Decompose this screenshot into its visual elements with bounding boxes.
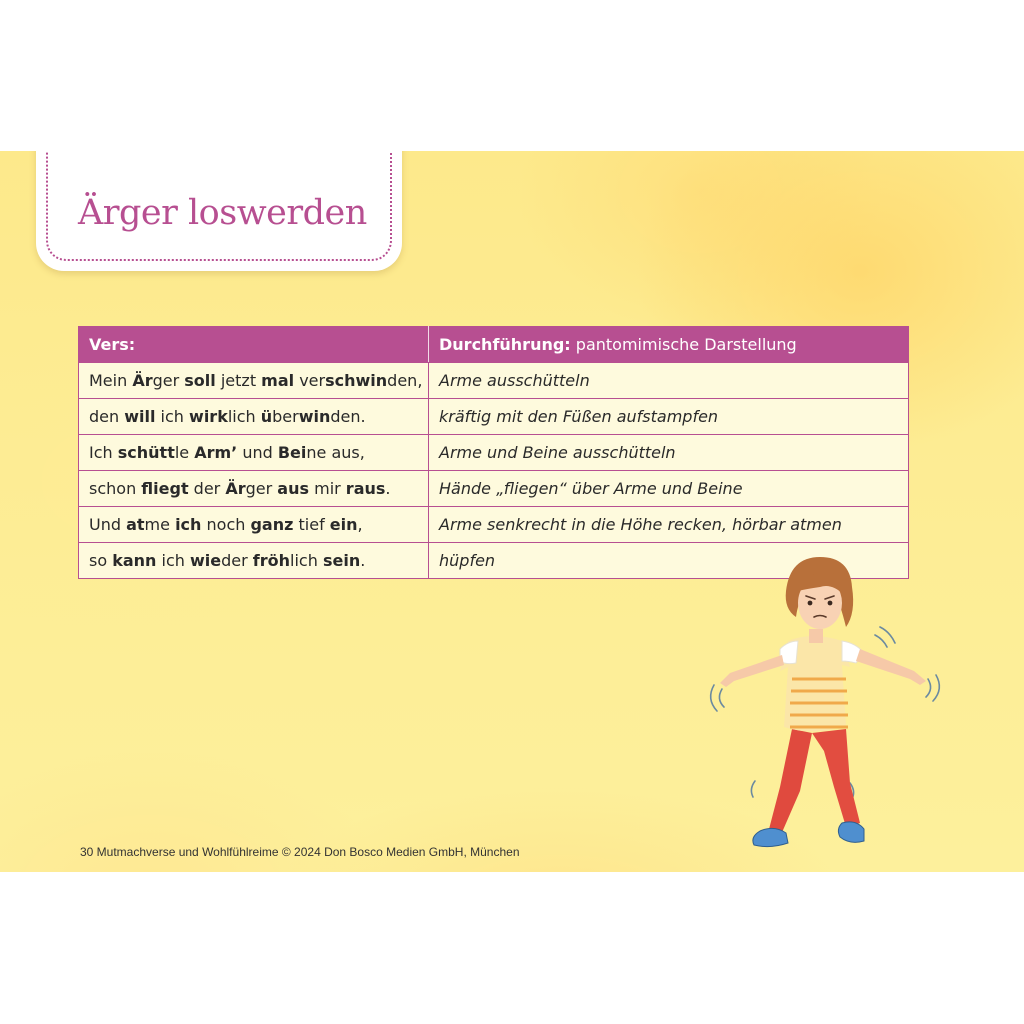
verse-cell [79, 507, 429, 543]
verse-text: den, [387, 371, 423, 390]
verse-text: und [237, 443, 278, 462]
table-row [79, 471, 909, 507]
stressed-syllable: mal [261, 371, 295, 390]
verse-text: le [174, 443, 195, 462]
verse-cell [79, 363, 429, 399]
right-shoe [838, 822, 864, 842]
table-body [79, 363, 909, 579]
neck [809, 629, 823, 643]
stressed-syllable: aus [277, 479, 310, 498]
stressed-syllable: soll [184, 371, 216, 390]
table-header-row [79, 327, 909, 363]
stressed-syllable: wie [190, 551, 222, 570]
verse-text: ich [155, 407, 190, 426]
verse-text: schon [89, 479, 142, 498]
action-cell: Arme senkrecht in die Höhe recken, hörbar atmen [429, 507, 909, 543]
action-cell: kräftig mit den Füßen aufstampfen [429, 399, 909, 435]
stressed-syllable: schütt [117, 443, 175, 462]
verse-text: lich [290, 551, 323, 570]
title-tab [36, 151, 402, 271]
stressed-syllable: ü [260, 407, 273, 426]
stressed-syllable: ich [175, 515, 202, 534]
stressed-syllable: sein [322, 551, 361, 570]
verse-text: tief [293, 515, 330, 534]
verse-table [78, 326, 909, 579]
stressed-syllable: ein [329, 515, 358, 534]
verse-text: Ich [89, 443, 118, 462]
stressed-syllable: fröh [252, 551, 291, 570]
verse-cell [79, 435, 429, 471]
stressed-syllable: Är [132, 371, 153, 390]
verse-text: so [89, 551, 113, 570]
header-action-label: Durchführung: [439, 335, 571, 354]
header-verse-label: Vers: [89, 335, 136, 354]
stressed-syllable: raus [345, 479, 386, 498]
stressed-syllable: will [124, 407, 156, 426]
girl-illustration [700, 551, 950, 861]
copyright-footer: 30 Mutmachverse und Wohlfühlreime © 2024 Don Bosco Medien GmbH, München [80, 845, 520, 859]
stressed-syllable: at [126, 515, 145, 534]
stressed-syllable: win [298, 407, 331, 426]
stressed-syllable: fliegt [141, 479, 189, 498]
action-cell: Arme ausschütteln [429, 363, 909, 399]
action-cell: Arme und Beine ausschütteln [429, 435, 909, 471]
left-shoe [753, 828, 788, 846]
verse-text: jetzt [215, 371, 262, 390]
right-arm [856, 649, 926, 685]
verse-text: der [188, 479, 226, 498]
verse-text: ber [272, 407, 299, 426]
table-row [79, 399, 909, 435]
header-action-description: pantomimische Darstellung [570, 335, 797, 354]
stressed-syllable: ganz [250, 515, 294, 534]
table-row [79, 435, 909, 471]
stressed-syllable: Bei [277, 443, 307, 462]
action-cell: hüpfen [429, 543, 909, 579]
verse-text: . [360, 551, 366, 570]
left-arm [720, 655, 784, 687]
verse-text: ich [156, 551, 190, 570]
action-cell: Hände „fliegen“ über Arme und Beine [429, 471, 909, 507]
page-title: Ärger loswerden [78, 193, 367, 233]
right-leg [812, 729, 860, 827]
verse-text: ne aus, [306, 443, 365, 462]
verse-text: den [89, 407, 125, 426]
verse-text: den. [330, 407, 366, 426]
table-row [79, 363, 909, 399]
header-verse [79, 327, 429, 363]
stressed-syllable: Arm’ [194, 443, 238, 462]
verse-text: me [144, 515, 176, 534]
verse-cell [79, 543, 429, 579]
left-leg [768, 729, 812, 837]
verse-text: ger [152, 371, 185, 390]
stressed-syllable: schwin [325, 371, 388, 390]
verse-text: Und [89, 515, 127, 534]
activity-card [0, 151, 1024, 872]
verse-text: Mein [89, 371, 133, 390]
verse-text: der [221, 551, 253, 570]
verse-text: noch [201, 515, 251, 534]
stressed-syllable: kann [112, 551, 157, 570]
verse-cell [79, 471, 429, 507]
verse-text: lich [227, 407, 261, 426]
verse-text: ver [294, 371, 326, 390]
stressed-syllable: wirk [189, 407, 228, 426]
table-row [79, 507, 909, 543]
verse-text: , [357, 515, 363, 534]
verse-text: ger [245, 479, 278, 498]
verse-cell [79, 399, 429, 435]
stressed-syllable: Är [225, 479, 246, 498]
verse-text: mir [309, 479, 346, 498]
header-action [429, 327, 909, 363]
verse-text: . [385, 479, 391, 498]
